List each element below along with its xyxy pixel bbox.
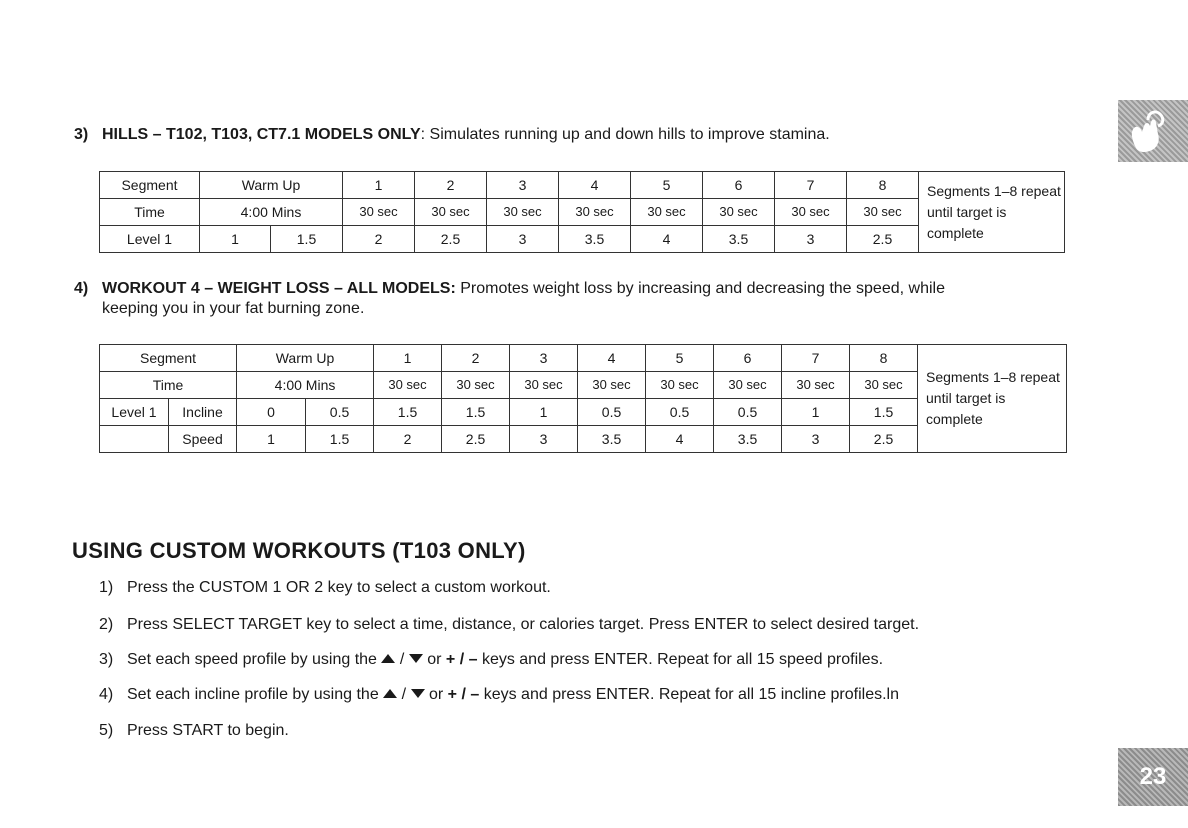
table-cell: 0 [237, 399, 306, 426]
table-cell: 30 sec [703, 199, 775, 226]
table-cell: Warm Up [200, 172, 343, 199]
or-text: or [428, 686, 444, 703]
section3-description: Simulates running up and down hills to improve stamina. [429, 126, 830, 143]
section4-description-line1: Promotes weight loss by increasing and decreasing the speed, while [460, 280, 945, 297]
custom-heading: USING CUSTOM WORKOUTS (T103 ONLY) [72, 538, 526, 563]
table-cell: 8 [847, 172, 919, 199]
table-cell: 1 [237, 426, 306, 453]
list-item [99, 650, 1109, 670]
table-cell: 5 [646, 345, 714, 372]
table-cell: 6 [703, 172, 775, 199]
table-cell: 4 [559, 172, 631, 199]
triangle-down-icon [411, 689, 425, 698]
table-cell: 1 [510, 399, 578, 426]
or-text: or [427, 651, 442, 668]
table-cell: Level 1 [100, 399, 169, 426]
table-note: Segments 1–8 repeat until target is complete [919, 172, 1065, 253]
table-cell: 2 [415, 172, 487, 199]
table-cell: 2.5 [442, 426, 510, 453]
table-cell: Incline [169, 399, 237, 426]
table-cell: 4 [631, 226, 703, 253]
table-cell: 0.5 [306, 399, 374, 426]
table-cell: 4:00 Mins [237, 372, 374, 399]
table-cell: 30 sec [847, 199, 919, 226]
list-item [99, 721, 1109, 741]
section4-title [74, 279, 1104, 319]
step-number: 2) [99, 616, 114, 633]
table-cell: 1 [343, 172, 415, 199]
table-cell: 1.5 [271, 226, 343, 253]
table-cell: 2.5 [847, 226, 919, 253]
table-cell: 3 [510, 345, 578, 372]
table-cell: 3.5 [578, 426, 646, 453]
step-number: 5) [99, 722, 114, 739]
step-number: 4) [99, 686, 114, 703]
step-text: Press START to begin. [127, 722, 289, 739]
step-text-post: keys and press ENTER. Repeat for all 15 speed profiles. [481, 651, 884, 668]
table-cell: Segment [100, 345, 237, 372]
triangle-down-icon [409, 654, 423, 663]
step-text-pre: Set each speed profile by using the [127, 651, 377, 668]
page-number [1118, 748, 1188, 806]
table-note: Segments 1–8 repeat until target is complete [918, 345, 1067, 453]
table-cell: Segment [100, 172, 200, 199]
table-row [100, 345, 1067, 372]
table-cell: 2 [343, 226, 415, 253]
list-item [99, 578, 1109, 598]
table-cell: 30 sec [510, 372, 578, 399]
step-number: 3) [99, 651, 114, 668]
plus-minus-keys: + / – [447, 686, 480, 703]
step-text-pre: Set each incline profile by using the [127, 686, 379, 703]
table-cell [100, 426, 169, 453]
section4-number: 4) [74, 280, 89, 297]
table-cell: 30 sec [775, 199, 847, 226]
table-cell: 30 sec [631, 199, 703, 226]
table-cell: Warm Up [237, 345, 374, 372]
table-cell: 3 [510, 426, 578, 453]
section3-title [74, 125, 1104, 145]
section4-heading: WORKOUT 4 – WEIGHT LOSS – ALL MODELS: [102, 280, 456, 297]
side-tab [1118, 100, 1188, 162]
table-cell: 30 sec [487, 199, 559, 226]
table-cell: 4:00 Mins [200, 199, 343, 226]
table-cell: 4 [578, 345, 646, 372]
table-cell: 1.5 [850, 399, 918, 426]
list-item [99, 615, 1109, 635]
table-cell: 30 sec [559, 199, 631, 226]
table-cell: 5 [631, 172, 703, 199]
table-cell: 3 [775, 226, 847, 253]
slash: / [399, 651, 405, 668]
table-cell: Level 1 [100, 226, 200, 253]
table-cell: 0.5 [646, 399, 714, 426]
table-cell: 2.5 [415, 226, 487, 253]
section3-heading: HILLS – T102, T103, CT7.1 MODELS ONLY [102, 126, 421, 143]
table-cell: 7 [775, 172, 847, 199]
step-text-post: keys and press ENTER. Repeat for all 15 incline profiles.ln [483, 686, 900, 703]
page-number-text: 23 [1139, 763, 1167, 790]
table-cell: Time [100, 199, 200, 226]
table-cell: 30 sec [374, 372, 442, 399]
table-cell: 30 sec [714, 372, 782, 399]
table-cell: 6 [714, 345, 782, 372]
table-cell: 0.5 [714, 399, 782, 426]
table-cell: 1.5 [374, 399, 442, 426]
table-cell: Time [100, 372, 237, 399]
table-cell: 0.5 [578, 399, 646, 426]
table-cell: 3.5 [714, 426, 782, 453]
table-cell: 30 sec [850, 372, 918, 399]
triangle-up-icon [381, 654, 395, 663]
table-cell: 1 [374, 345, 442, 372]
table-cell: 3 [487, 226, 559, 253]
table-cell: 1.5 [306, 426, 374, 453]
table-cell: 2 [374, 426, 442, 453]
table-cell: Speed [169, 426, 237, 453]
table-cell: 7 [782, 345, 850, 372]
table-cell: 1 [200, 226, 271, 253]
table-cell: 8 [850, 345, 918, 372]
section3-number: 3) [74, 126, 89, 143]
hills-table [99, 171, 1065, 253]
table-cell: 30 sec [782, 372, 850, 399]
table-cell: 1 [782, 399, 850, 426]
table-cell: 30 sec [415, 199, 487, 226]
table-cell: 1.5 [442, 399, 510, 426]
table-row [100, 172, 1065, 199]
triangle-up-icon [383, 689, 397, 698]
slash: / [401, 686, 407, 703]
table-cell: 30 sec [578, 372, 646, 399]
table-cell: 3 [487, 172, 559, 199]
weight-loss-table [99, 344, 1067, 453]
table-cell: 2 [442, 345, 510, 372]
step-number: 1) [99, 579, 114, 596]
hand-pointer-icon [1118, 100, 1188, 162]
table-cell: 2.5 [850, 426, 918, 453]
table-cell: 30 sec [442, 372, 510, 399]
step-text: Press SELECT TARGET key to select a time, distance, or calories target. Press ENTER to select desired target. [127, 616, 920, 633]
plus-minus-keys: + / – [445, 651, 478, 668]
section3-colon: : [420, 126, 426, 143]
list-item [99, 685, 1109, 705]
section4-description-line2: keeping you in your fat burning zone. [102, 300, 365, 317]
table-cell: 4 [646, 426, 714, 453]
table-cell: 30 sec [343, 199, 415, 226]
step-text: Press the CUSTOM 1 OR 2 key to select a custom workout. [127, 579, 551, 596]
table-cell: 3 [782, 426, 850, 453]
table-cell: 30 sec [646, 372, 714, 399]
table-cell: 3.5 [559, 226, 631, 253]
table-cell: 3.5 [703, 226, 775, 253]
